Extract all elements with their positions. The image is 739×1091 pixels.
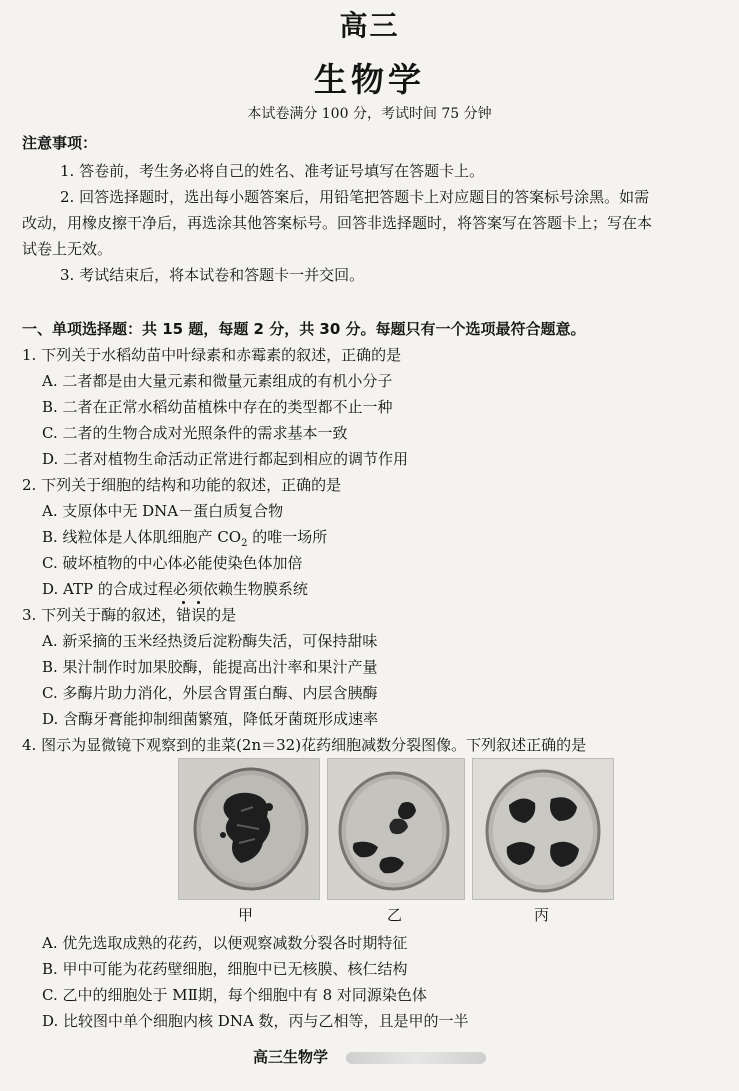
q2-option-c: C. 破坏植物的中心体必能使染色体加倍 <box>42 554 303 572</box>
q2-stem: 2. 下列关于细胞的结构和功能的叙述，正确的是 <box>22 476 342 494</box>
page-footer <box>0 1046 739 1067</box>
q4-option-c: C. 乙中的细胞处于 MⅡ期，每个细胞中有 8 对同源染色体 <box>42 986 427 1004</box>
q1-option-b: B. 二者在正常水稻幼苗植株中存在的类型都不止一种 <box>42 398 393 416</box>
footer-text: 高三生物学 <box>252 1048 328 1066</box>
notice-item-2-line-2: 改动，用橡皮擦干净后，再选涂其他答案标号。回答非选择题时，将答案写在答题卡上；写在本 <box>22 214 653 232</box>
notice-item-2-line-3: 试卷上无效。 <box>22 240 113 258</box>
section-1-title: 一、单项选择题：共 15 题，每题 2 分，共 30 分。每题只有一个选项最符合题意。 <box>22 320 586 338</box>
subject-title: 生物学 <box>314 60 425 99</box>
q4-option-b: B. 甲中可能为花药壁细胞，细胞中已无核膜、核仁结构 <box>42 960 408 978</box>
notice-item-2-line-1: 2. 回答选择题时，选出每小题答案后，用铅笔把答题卡上对应题目的答案标号涂黑。如需 <box>60 188 650 206</box>
figure-label-yi: 乙 <box>387 906 403 924</box>
q2-option-d: D. ATP 的合成过程必须依赖生物膜系统 <box>42 580 308 598</box>
notice-item-3: 3. 考试结束后，将本试卷和答题卡一并交回。 <box>60 266 365 284</box>
q3-emphasis-char-1: 错 <box>176 606 192 624</box>
q1-option-a: A. 二者都是由大量元素和微量元素组成的有机小分子 <box>42 372 393 390</box>
grade-title: 高三 <box>339 9 400 42</box>
q3-stem-text-end: 的是 <box>206 606 237 624</box>
q3-option-a: A. 新采摘的玉米经热烫后淀粉酶失活，可保持甜味 <box>42 632 378 650</box>
figure-label-bing: 丙 <box>534 906 550 924</box>
q1-option-d: D. 二者对植物生命活动正常进行都起到相应的调节作用 <box>42 450 409 468</box>
micrograph-jia-image <box>179 759 319 899</box>
q1-stem: 1. 下列关于水稻幼苗中叶绿素和赤霉素的叙述，正确的是 <box>22 346 402 364</box>
q2-option-a: A. 支原体中无 DNA－蛋白质复合物 <box>42 502 284 520</box>
q4-option-a: A. 优先选取成熟的花药，以便观察减数分裂各时期特征 <box>42 934 408 952</box>
q4-option-d: D. 比较图中单个细胞内核 DNA 数，丙与乙相等，且是甲的一半 <box>42 1012 469 1030</box>
exam-info: 本试卷满分 100 分，考试时间 75 分钟 <box>247 106 492 122</box>
q3-option-c: C. 多酶片助力消化，外层含胃蛋白酶、内层含胰酶 <box>42 684 378 702</box>
figure-label-jia: 甲 <box>238 906 254 924</box>
q3-stem <box>22 604 236 625</box>
q4-stem: 4. 图示为显微镜下观察到的韭菜(2n＝32)花药细胞减数分裂图像。下列叙述正确的是 <box>22 736 587 754</box>
q3-option-d: D. 含酶牙膏能抑制细菌繁殖，降低牙菌斑形成速率 <box>42 710 379 728</box>
q2-option-b <box>42 526 327 549</box>
notice-item-1: 1. 答卷前，考生务必将自己的姓名、准考证号填写在答题卡上。 <box>60 162 485 180</box>
q3-emphasis-char-2: 误 <box>191 606 207 624</box>
notice-title: 注意事项： <box>22 134 98 152</box>
q2-option-b-subscript: 2 <box>241 538 248 549</box>
footer-blurred-page-number <box>346 1052 486 1064</box>
q3-stem-text: 3. 下列关于酶的叙述， <box>22 606 177 624</box>
micrograph-yi-image <box>328 759 464 899</box>
q1-option-c: C. 二者的生物合成对光照条件的需求基本一致 <box>42 424 348 442</box>
q3-option-b: B. 果汁制作时加果胶酶，能提高出汁率和果汁产量 <box>42 658 378 676</box>
micrograph-bing <box>472 758 614 900</box>
q2-option-b-text-end: 的唯一场所 <box>247 528 328 546</box>
micrograph-jia <box>178 758 320 900</box>
micrograph-yi <box>327 758 465 900</box>
micrograph-bing-image <box>473 759 613 899</box>
q2-option-b-text: B. 线粒体是人体肌细胞产 CO <box>42 528 242 546</box>
